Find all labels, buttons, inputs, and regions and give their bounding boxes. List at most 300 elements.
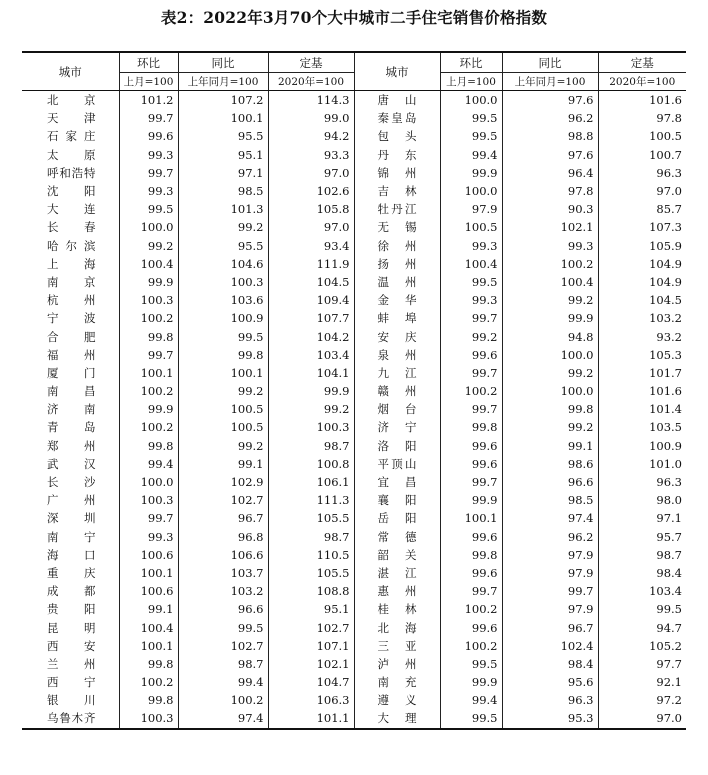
table-row bbox=[22, 673, 686, 691]
base-value: 97.0 bbox=[268, 218, 354, 236]
base-value: 104.2 bbox=[268, 327, 354, 345]
yoy-value: 100.5 bbox=[178, 400, 268, 418]
city-name: 厦门 bbox=[47, 365, 96, 380]
yoy-value-2: 97.8 bbox=[502, 182, 598, 200]
mom-value-2: 100.5 bbox=[440, 218, 502, 236]
yoy-value: 99.1 bbox=[178, 455, 268, 473]
mom-value: 100.4 bbox=[119, 618, 178, 636]
table-row bbox=[22, 146, 686, 164]
mom-value-2: 100.1 bbox=[440, 509, 502, 527]
base-value-2: 101.6 bbox=[598, 382, 686, 400]
table-row bbox=[22, 473, 686, 491]
table-row bbox=[22, 491, 686, 509]
mom-value-2: 99.2 bbox=[440, 327, 502, 345]
city-name-2: 韶关 bbox=[354, 546, 440, 564]
table-row bbox=[22, 255, 686, 273]
base-value-2: 96.3 bbox=[598, 164, 686, 182]
mom-value-2: 99.9 bbox=[440, 673, 502, 691]
mom-value-2: 99.7 bbox=[440, 309, 502, 327]
yoy-value-2: 98.5 bbox=[502, 491, 598, 509]
city-name: 深圳 bbox=[47, 511, 96, 526]
base-value-2: 97.2 bbox=[598, 691, 686, 709]
city-name: 天津 bbox=[47, 111, 96, 126]
mom-value: 100.6 bbox=[119, 546, 178, 564]
table-row bbox=[22, 346, 686, 364]
base-value-2: 105.2 bbox=[598, 637, 686, 655]
city-name: 太原 bbox=[47, 147, 96, 162]
mom-value: 99.3 bbox=[119, 528, 178, 546]
yoy-value: 102.9 bbox=[178, 473, 268, 491]
yoy-value-2: 96.7 bbox=[502, 618, 598, 636]
mom-value-2: 99.8 bbox=[440, 418, 502, 436]
city-name: 海口 bbox=[47, 547, 96, 562]
yoy-value-2: 100.0 bbox=[502, 346, 598, 364]
city-name-2: 锦州 bbox=[354, 164, 440, 182]
mom-value-2: 99.6 bbox=[440, 528, 502, 546]
table-row bbox=[22, 218, 686, 236]
city-name: 长春 bbox=[47, 220, 96, 235]
table-row bbox=[22, 164, 686, 182]
mom-value: 101.2 bbox=[119, 91, 178, 110]
table-body bbox=[22, 91, 686, 729]
table-row bbox=[22, 127, 686, 145]
mom-value-2: 99.7 bbox=[440, 473, 502, 491]
yoy-value-2: 97.6 bbox=[502, 91, 598, 110]
mom-value-2: 97.9 bbox=[440, 200, 502, 218]
base-value-2: 97.0 bbox=[598, 182, 686, 200]
mom-value: 100.1 bbox=[119, 364, 178, 382]
mom-subheader-2: 上月=100 bbox=[440, 73, 502, 91]
table-row bbox=[22, 364, 686, 382]
base-value: 111.9 bbox=[268, 255, 354, 273]
city-name-2: 三亚 bbox=[354, 637, 440, 655]
mom-value-2: 99.6 bbox=[440, 455, 502, 473]
yoy-value: 95.1 bbox=[178, 146, 268, 164]
table-row bbox=[22, 455, 686, 473]
base-value: 102.7 bbox=[268, 618, 354, 636]
city-name: 石家庄 bbox=[47, 129, 96, 144]
mom-value-2: 100.2 bbox=[440, 637, 502, 655]
yoy-value: 107.2 bbox=[178, 91, 268, 110]
base-value-2: 99.5 bbox=[598, 600, 686, 618]
city-name-2: 金华 bbox=[354, 291, 440, 309]
yoy-value-2: 96.3 bbox=[502, 691, 598, 709]
city-name: 重庆 bbox=[47, 565, 96, 580]
base-value-2: 103.5 bbox=[598, 418, 686, 436]
mom-value-2: 99.7 bbox=[440, 400, 502, 418]
base-value: 100.8 bbox=[268, 455, 354, 473]
base-value: 114.3 bbox=[268, 91, 354, 110]
yoy-value-2: 97.4 bbox=[502, 509, 598, 527]
city-name-2: 泸州 bbox=[354, 655, 440, 673]
yoy-value: 96.8 bbox=[178, 528, 268, 546]
mom-value: 100.4 bbox=[119, 255, 178, 273]
city-name-2: 蚌埠 bbox=[354, 309, 440, 327]
base-value: 106.1 bbox=[268, 473, 354, 491]
mom-value: 99.3 bbox=[119, 146, 178, 164]
yoy-value: 99.8 bbox=[178, 346, 268, 364]
yoy-value: 103.6 bbox=[178, 291, 268, 309]
table-row bbox=[22, 655, 686, 673]
table-row bbox=[22, 600, 686, 618]
mom-value: 99.6 bbox=[119, 127, 178, 145]
city-name-2: 徐州 bbox=[354, 237, 440, 255]
city-name-2: 岳阳 bbox=[354, 509, 440, 527]
mom-value: 99.4 bbox=[119, 455, 178, 473]
base-value-2: 103.2 bbox=[598, 309, 686, 327]
base-value-2: 100.5 bbox=[598, 127, 686, 145]
table-row bbox=[22, 546, 686, 564]
price-index-table bbox=[22, 51, 686, 730]
city-name-2: 遵义 bbox=[354, 691, 440, 709]
yoy-value-2: 99.2 bbox=[502, 364, 598, 382]
base-value: 109.4 bbox=[268, 291, 354, 309]
base-value: 105.5 bbox=[268, 509, 354, 527]
yoy-value: 100.9 bbox=[178, 309, 268, 327]
yoy-value-2: 99.8 bbox=[502, 400, 598, 418]
base-value-2: 101.6 bbox=[598, 91, 686, 110]
city-name-2: 大理 bbox=[354, 709, 440, 728]
city-name: 哈尔滨 bbox=[47, 238, 96, 253]
mom-value-2: 99.3 bbox=[440, 237, 502, 255]
yoy-subheader-2: 上年同月=100 bbox=[502, 73, 598, 91]
table-row bbox=[22, 709, 686, 728]
base-value: 101.1 bbox=[268, 709, 354, 728]
city-name-2: 九江 bbox=[354, 364, 440, 382]
mom-value-2: 99.3 bbox=[440, 291, 502, 309]
city-name-2: 南充 bbox=[354, 673, 440, 691]
mom-value: 100.0 bbox=[119, 473, 178, 491]
yoy-value-2: 94.8 bbox=[502, 327, 598, 345]
mom-value-2: 99.5 bbox=[440, 109, 502, 127]
mom-value-2: 99.8 bbox=[440, 546, 502, 564]
base-value-2: 97.7 bbox=[598, 655, 686, 673]
yoy-value: 95.5 bbox=[178, 237, 268, 255]
table-row bbox=[22, 237, 686, 255]
yoy-value-2: 97.6 bbox=[502, 146, 598, 164]
city-name: 乌鲁木齐 bbox=[22, 709, 119, 728]
base-value-2: 100.9 bbox=[598, 437, 686, 455]
city-name-2: 吉林 bbox=[354, 182, 440, 200]
mom-value-2: 99.5 bbox=[440, 273, 502, 291]
yoy-value: 96.6 bbox=[178, 600, 268, 618]
yoy-value: 104.6 bbox=[178, 255, 268, 273]
yoy-value: 99.5 bbox=[178, 327, 268, 345]
base-value: 94.2 bbox=[268, 127, 354, 145]
city-name-2: 襄阳 bbox=[354, 491, 440, 509]
yoy-value: 103.2 bbox=[178, 582, 268, 600]
city-name: 郑州 bbox=[47, 438, 96, 453]
yoy-value: 100.2 bbox=[178, 691, 268, 709]
yoy-value-2: 102.4 bbox=[502, 637, 598, 655]
mom-value: 99.5 bbox=[119, 200, 178, 218]
mom-value: 99.3 bbox=[119, 182, 178, 200]
table-row bbox=[22, 691, 686, 709]
mom-value: 100.0 bbox=[119, 218, 178, 236]
yoy-value: 99.2 bbox=[178, 382, 268, 400]
base-value-2: 92.1 bbox=[598, 673, 686, 691]
yoy-value-2: 98.8 bbox=[502, 127, 598, 145]
mom-value: 100.2 bbox=[119, 382, 178, 400]
city-name: 长沙 bbox=[47, 475, 96, 490]
yoy-value-2: 102.1 bbox=[502, 218, 598, 236]
yoy-value-2: 96.2 bbox=[502, 109, 598, 127]
base-value: 93.3 bbox=[268, 146, 354, 164]
city-name-2: 湛江 bbox=[354, 564, 440, 582]
mom-value: 100.2 bbox=[119, 673, 178, 691]
yoy-value-2: 100.0 bbox=[502, 382, 598, 400]
city-name-2: 无锡 bbox=[354, 218, 440, 236]
city-name: 成都 bbox=[47, 584, 96, 599]
base-value-2: 93.2 bbox=[598, 327, 686, 345]
mom-value-2: 99.4 bbox=[440, 146, 502, 164]
city-name-2: 桂林 bbox=[354, 600, 440, 618]
base-value: 103.4 bbox=[268, 346, 354, 364]
table-row bbox=[22, 509, 686, 527]
yoy-value: 101.3 bbox=[178, 200, 268, 218]
city-name-2: 温州 bbox=[354, 273, 440, 291]
mom-value: 100.3 bbox=[119, 491, 178, 509]
yoy-value-2: 99.1 bbox=[502, 437, 598, 455]
city-name-2: 宜昌 bbox=[354, 473, 440, 491]
city-name: 昆明 bbox=[47, 620, 96, 635]
city-name: 武汉 bbox=[47, 456, 96, 471]
city-name: 宁波 bbox=[47, 311, 96, 326]
base-value-2: 101.7 bbox=[598, 364, 686, 382]
city-name-2: 扬州 bbox=[354, 255, 440, 273]
base-value: 110.5 bbox=[268, 546, 354, 564]
yoy-value: 99.5 bbox=[178, 618, 268, 636]
yoy-value-2: 97.9 bbox=[502, 600, 598, 618]
base-value: 99.0 bbox=[268, 109, 354, 127]
city-name-2: 丹东 bbox=[354, 146, 440, 164]
mom-value-2: 99.6 bbox=[440, 437, 502, 455]
yoy-value: 99.2 bbox=[178, 218, 268, 236]
base-header: 定基 bbox=[268, 52, 354, 73]
base-header-2: 定基 bbox=[598, 52, 686, 73]
city-name: 西宁 bbox=[47, 675, 96, 690]
yoy-value-2: 99.2 bbox=[502, 291, 598, 309]
mom-value-2: 99.9 bbox=[440, 164, 502, 182]
yoy-value: 99.2 bbox=[178, 437, 268, 455]
base-value: 111.3 bbox=[268, 491, 354, 509]
yoy-value: 100.5 bbox=[178, 418, 268, 436]
mom-value-2: 99.7 bbox=[440, 364, 502, 382]
mom-value-2: 99.5 bbox=[440, 655, 502, 673]
mom-value: 100.2 bbox=[119, 418, 178, 436]
mom-value: 99.7 bbox=[119, 164, 178, 182]
mom-value-2: 100.0 bbox=[440, 182, 502, 200]
yoy-value-2: 96.4 bbox=[502, 164, 598, 182]
mom-value: 99.1 bbox=[119, 600, 178, 618]
base-value-2: 104.5 bbox=[598, 291, 686, 309]
table-row bbox=[22, 327, 686, 345]
mom-value: 100.3 bbox=[119, 291, 178, 309]
city-name: 青岛 bbox=[47, 420, 96, 435]
yoy-value: 96.7 bbox=[178, 509, 268, 527]
mom-value-2: 99.6 bbox=[440, 346, 502, 364]
yoy-value: 97.1 bbox=[178, 164, 268, 182]
mom-value-2: 99.6 bbox=[440, 618, 502, 636]
mom-value-2: 99.6 bbox=[440, 564, 502, 582]
base-value-2: 98.7 bbox=[598, 546, 686, 564]
base-value-2: 107.3 bbox=[598, 218, 686, 236]
base-value: 97.0 bbox=[268, 164, 354, 182]
mom-value-2: 99.4 bbox=[440, 691, 502, 709]
yoy-value: 100.3 bbox=[178, 273, 268, 291]
city-name: 银川 bbox=[47, 693, 96, 708]
base-value: 102.6 bbox=[268, 182, 354, 200]
yoy-value-2: 99.3 bbox=[502, 237, 598, 255]
base-value-2: 101.0 bbox=[598, 455, 686, 473]
mom-value: 100.2 bbox=[119, 309, 178, 327]
base-value-2: 101.4 bbox=[598, 400, 686, 418]
base-value-2: 85.7 bbox=[598, 200, 686, 218]
city-name: 南昌 bbox=[47, 384, 96, 399]
mom-value: 99.8 bbox=[119, 437, 178, 455]
city-name-2: 洛阳 bbox=[354, 437, 440, 455]
mom-value-2: 99.9 bbox=[440, 491, 502, 509]
yoy-value: 103.7 bbox=[178, 564, 268, 582]
yoy-value-2: 95.6 bbox=[502, 673, 598, 691]
mom-value-2: 99.7 bbox=[440, 582, 502, 600]
table-title: 表2：2022年3月70个大中城市二手住宅销售价格指数 bbox=[160, 8, 548, 27]
base-value-2: 95.7 bbox=[598, 528, 686, 546]
base-value-2: 97.8 bbox=[598, 109, 686, 127]
base-value-2: 105.3 bbox=[598, 346, 686, 364]
base-value: 99.9 bbox=[268, 382, 354, 400]
base-value: 99.2 bbox=[268, 400, 354, 418]
city-name-2: 平顶山 bbox=[354, 455, 440, 473]
base-value-2: 98.0 bbox=[598, 491, 686, 509]
yoy-header: 同比 bbox=[178, 52, 268, 73]
yoy-value: 98.5 bbox=[178, 182, 268, 200]
city-name-2: 北海 bbox=[354, 618, 440, 636]
mom-header-2: 环比 bbox=[440, 52, 502, 73]
mom-value: 99.9 bbox=[119, 400, 178, 418]
base-value-2: 104.9 bbox=[598, 255, 686, 273]
yoy-value-2: 100.2 bbox=[502, 255, 598, 273]
base-value: 93.4 bbox=[268, 237, 354, 255]
table-row bbox=[22, 91, 686, 110]
base-value: 105.5 bbox=[268, 564, 354, 582]
mom-value: 99.8 bbox=[119, 655, 178, 673]
city-name-2: 烟台 bbox=[354, 400, 440, 418]
mom-value: 99.8 bbox=[119, 327, 178, 345]
yoy-value: 98.7 bbox=[178, 655, 268, 673]
table-row bbox=[22, 418, 686, 436]
mom-value-2: 99.5 bbox=[440, 709, 502, 728]
yoy-value-2: 99.2 bbox=[502, 418, 598, 436]
base-value: 100.3 bbox=[268, 418, 354, 436]
city-name: 杭州 bbox=[47, 293, 96, 308]
mom-value: 99.7 bbox=[119, 346, 178, 364]
yoy-value: 106.6 bbox=[178, 546, 268, 564]
city-name: 合肥 bbox=[47, 329, 96, 344]
yoy-value-2: 100.4 bbox=[502, 273, 598, 291]
city-name-2: 秦皇岛 bbox=[354, 109, 440, 127]
base-value: 98.7 bbox=[268, 437, 354, 455]
mom-value: 99.7 bbox=[119, 509, 178, 527]
base-value-2: 96.3 bbox=[598, 473, 686, 491]
mom-value: 100.1 bbox=[119, 564, 178, 582]
yoy-value-2: 95.3 bbox=[502, 709, 598, 728]
mom-value-2: 100.4 bbox=[440, 255, 502, 273]
table-row bbox=[22, 109, 686, 127]
city-name: 呼和浩特 bbox=[47, 165, 96, 180]
city-name-2: 惠州 bbox=[354, 582, 440, 600]
table-row bbox=[22, 309, 686, 327]
city-header-2: 城市 bbox=[354, 52, 440, 91]
table-row bbox=[22, 382, 686, 400]
base-value: 95.1 bbox=[268, 600, 354, 618]
city-name-2: 安庆 bbox=[354, 327, 440, 345]
mom-value-2: 99.5 bbox=[440, 127, 502, 145]
table-row bbox=[22, 637, 686, 655]
yoy-value-2: 99.7 bbox=[502, 582, 598, 600]
mom-value-2: 100.0 bbox=[440, 91, 502, 110]
city-name: 大连 bbox=[47, 202, 96, 217]
base-value: 108.8 bbox=[268, 582, 354, 600]
table-row bbox=[22, 291, 686, 309]
city-name: 沈阳 bbox=[47, 184, 96, 199]
city-name-2: 济宁 bbox=[354, 418, 440, 436]
city-name-2: 赣州 bbox=[354, 382, 440, 400]
yoy-value: 102.7 bbox=[178, 491, 268, 509]
base-value: 104.7 bbox=[268, 673, 354, 691]
city-name: 西安 bbox=[47, 638, 96, 653]
table-row bbox=[22, 582, 686, 600]
city-name: 南京 bbox=[47, 274, 96, 289]
base-value: 102.1 bbox=[268, 655, 354, 673]
city-name-2: 泉州 bbox=[354, 346, 440, 364]
city-name-2: 牡丹江 bbox=[354, 200, 440, 218]
base-value-2: 98.4 bbox=[598, 564, 686, 582]
base-subheader: 2020年=100 bbox=[268, 73, 354, 91]
city-name: 南宁 bbox=[47, 529, 96, 544]
mom-value: 99.7 bbox=[119, 109, 178, 127]
city-name-2: 常德 bbox=[354, 528, 440, 546]
mom-value: 99.8 bbox=[119, 691, 178, 709]
yoy-value: 97.4 bbox=[178, 709, 268, 728]
base-value-2: 94.7 bbox=[598, 618, 686, 636]
city-name: 北京 bbox=[47, 93, 96, 108]
base-value-2: 104.9 bbox=[598, 273, 686, 291]
yoy-value-2: 96.6 bbox=[502, 473, 598, 491]
yoy-value-2: 99.9 bbox=[502, 309, 598, 327]
city-name: 福州 bbox=[47, 347, 96, 362]
mom-value: 100.6 bbox=[119, 582, 178, 600]
base-value: 107.1 bbox=[268, 637, 354, 655]
base-value: 104.5 bbox=[268, 273, 354, 291]
yoy-value-2: 98.6 bbox=[502, 455, 598, 473]
mom-value: 100.3 bbox=[119, 709, 178, 728]
table-row bbox=[22, 528, 686, 546]
table-row bbox=[22, 400, 686, 418]
base-value-2: 103.4 bbox=[598, 582, 686, 600]
yoy-header-2: 同比 bbox=[502, 52, 598, 73]
base-value: 106.3 bbox=[268, 691, 354, 709]
base-value: 104.1 bbox=[268, 364, 354, 382]
base-value-2: 100.7 bbox=[598, 146, 686, 164]
base-value: 98.7 bbox=[268, 528, 354, 546]
city-name: 兰州 bbox=[47, 656, 96, 671]
mom-header: 环比 bbox=[119, 52, 178, 73]
yoy-value-2: 90.3 bbox=[502, 200, 598, 218]
base-value: 105.8 bbox=[268, 200, 354, 218]
table-row bbox=[22, 182, 686, 200]
yoy-value: 99.4 bbox=[178, 673, 268, 691]
